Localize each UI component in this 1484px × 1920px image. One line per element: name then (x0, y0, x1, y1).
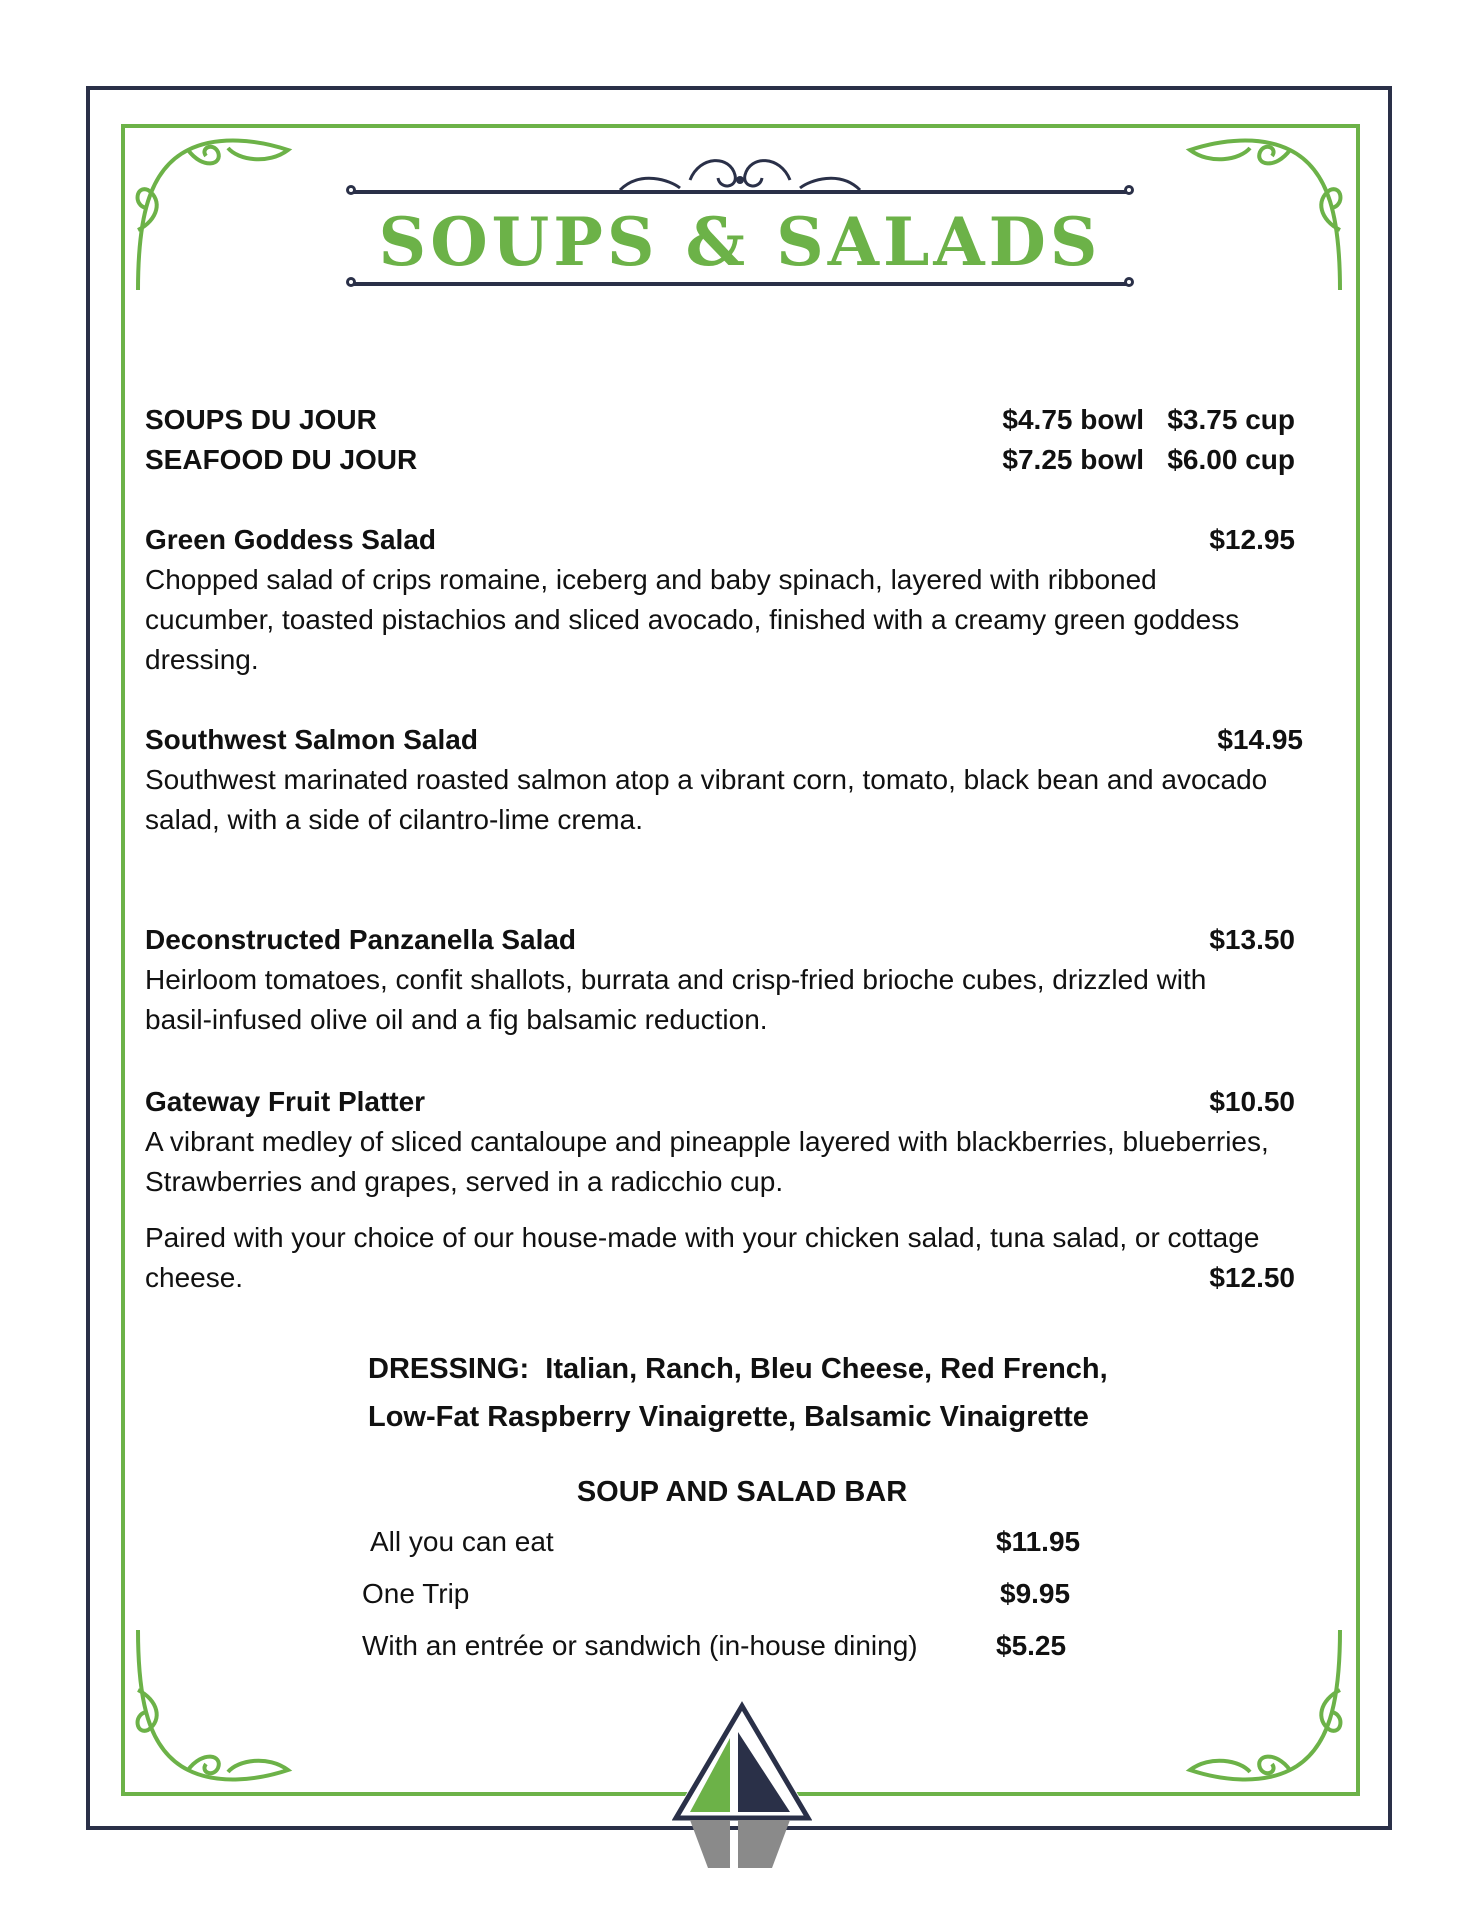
rule-dot (346, 185, 356, 195)
bowl-price: $4.75 bowl (1002, 404, 1145, 435)
desc-line: basil-infused olive oil and a fig balsamic reduction. (145, 1004, 768, 1035)
page-title: SOUPS & SALADS (378, 203, 1102, 281)
desc-line: cheese. (145, 1262, 244, 1293)
flourish-top-left-icon (128, 130, 308, 310)
top-rule (354, 190, 1126, 194)
item-description (145, 960, 1325, 1040)
menu-header (340, 150, 1140, 300)
item-description (145, 1122, 1325, 1202)
rule-dot (346, 277, 356, 287)
soup-name: SOUPS DU JOUR (145, 404, 377, 435)
rule-dot (1124, 185, 1134, 195)
item-price: $14.95 (1217, 724, 1303, 755)
salad-bar-label: With an entrée or sandwich (in-house dining) (362, 1630, 918, 1661)
item-name: Green Goddess Salad (145, 524, 436, 555)
soup-name: SEAFOOD DU JOUR (145, 444, 418, 475)
menu-item-title (145, 1082, 1295, 1122)
item-price: $10.50 (1209, 1086, 1295, 1117)
salad-bar-title: SOUP AND SALAD BAR (576, 1476, 908, 1508)
rule-dot (1124, 277, 1134, 287)
desc-line: Strawberries and grapes, served in a radicchio cup. (145, 1166, 784, 1197)
bowl-price: $7.25 bowl (1002, 444, 1145, 475)
item-name: Southwest Salmon Salad (145, 724, 478, 755)
desc-line: dressing. (145, 644, 259, 675)
item-name: Gateway Fruit Platter (145, 1086, 426, 1117)
item-price: $13.50 (1209, 924, 1295, 955)
paired-price: $12.50 (1209, 1262, 1295, 1293)
dressing-block (368, 1345, 1128, 1441)
salad-bar-label: All you can eat (370, 1526, 554, 1557)
desc-line: Heirloom tomatoes, confit shallots, burrata and crisp-fried brioche cubes, drizzled with (145, 964, 1207, 995)
desc-line: A vibrant medley of sliced cantaloupe and pineapple layered with blackberries, blueberries, (145, 1126, 1269, 1157)
menu-item-title (145, 720, 1303, 760)
flourish-bottom-right-icon (1170, 1610, 1350, 1790)
item-description (145, 760, 1325, 840)
menu-item-title (145, 920, 1295, 960)
soup-row (145, 440, 1295, 480)
dressing-label: DRESSING: (368, 1353, 530, 1385)
paired-price-row (145, 1258, 1295, 1298)
desc-line: Paired with your choice of our house-made with your chicken salad, tuna salad, or cottage (145, 1222, 1260, 1253)
item-price: $12.95 (1209, 524, 1295, 555)
dressing-options: Italian, Ranch, Bleu Cheese, Red French, (545, 1353, 1108, 1385)
salad-bar-price: $9.95 (1000, 1578, 1071, 1609)
cup-price: $6.00 cup (1167, 444, 1295, 475)
item-description (145, 560, 1325, 680)
flourish-top-right-icon (1170, 130, 1350, 310)
item-name: Deconstructed Panzanella Salad (145, 924, 577, 955)
desc-line: cucumber, toasted pistachios and sliced avocado, finished with a creamy green goddess (145, 604, 1240, 635)
desc-line: salad, with a side of cilantro-lime crema. (145, 804, 643, 835)
desc-line: Chopped salad of crips romaine, iceberg and baby spinach, layered with ribboned (145, 564, 1157, 595)
gateway-logo-icon (672, 1700, 812, 1880)
soup-row (145, 400, 1295, 440)
dressing-line-2: Low-Fat Raspberry Vinaigrette, Balsamic Vinaigrette (368, 1401, 1089, 1433)
menu-item-title (145, 520, 1295, 560)
cup-price: $3.75 cup (1167, 404, 1295, 435)
soup-prices (1002, 400, 1295, 440)
salad-bar-price: $11.95 (996, 1526, 1081, 1557)
salad-bar-label: One Trip (362, 1578, 470, 1609)
flourish-bottom-left-icon (128, 1610, 308, 1790)
bottom-rule (354, 282, 1126, 286)
dressing-line-1 (368, 1345, 1128, 1393)
salad-bar-price: $5.25 (996, 1630, 1067, 1661)
soup-prices (1002, 440, 1295, 480)
desc-line: Southwest marinated roasted salmon atop a vibrant corn, tomato, black bean and avocado (145, 764, 1268, 795)
